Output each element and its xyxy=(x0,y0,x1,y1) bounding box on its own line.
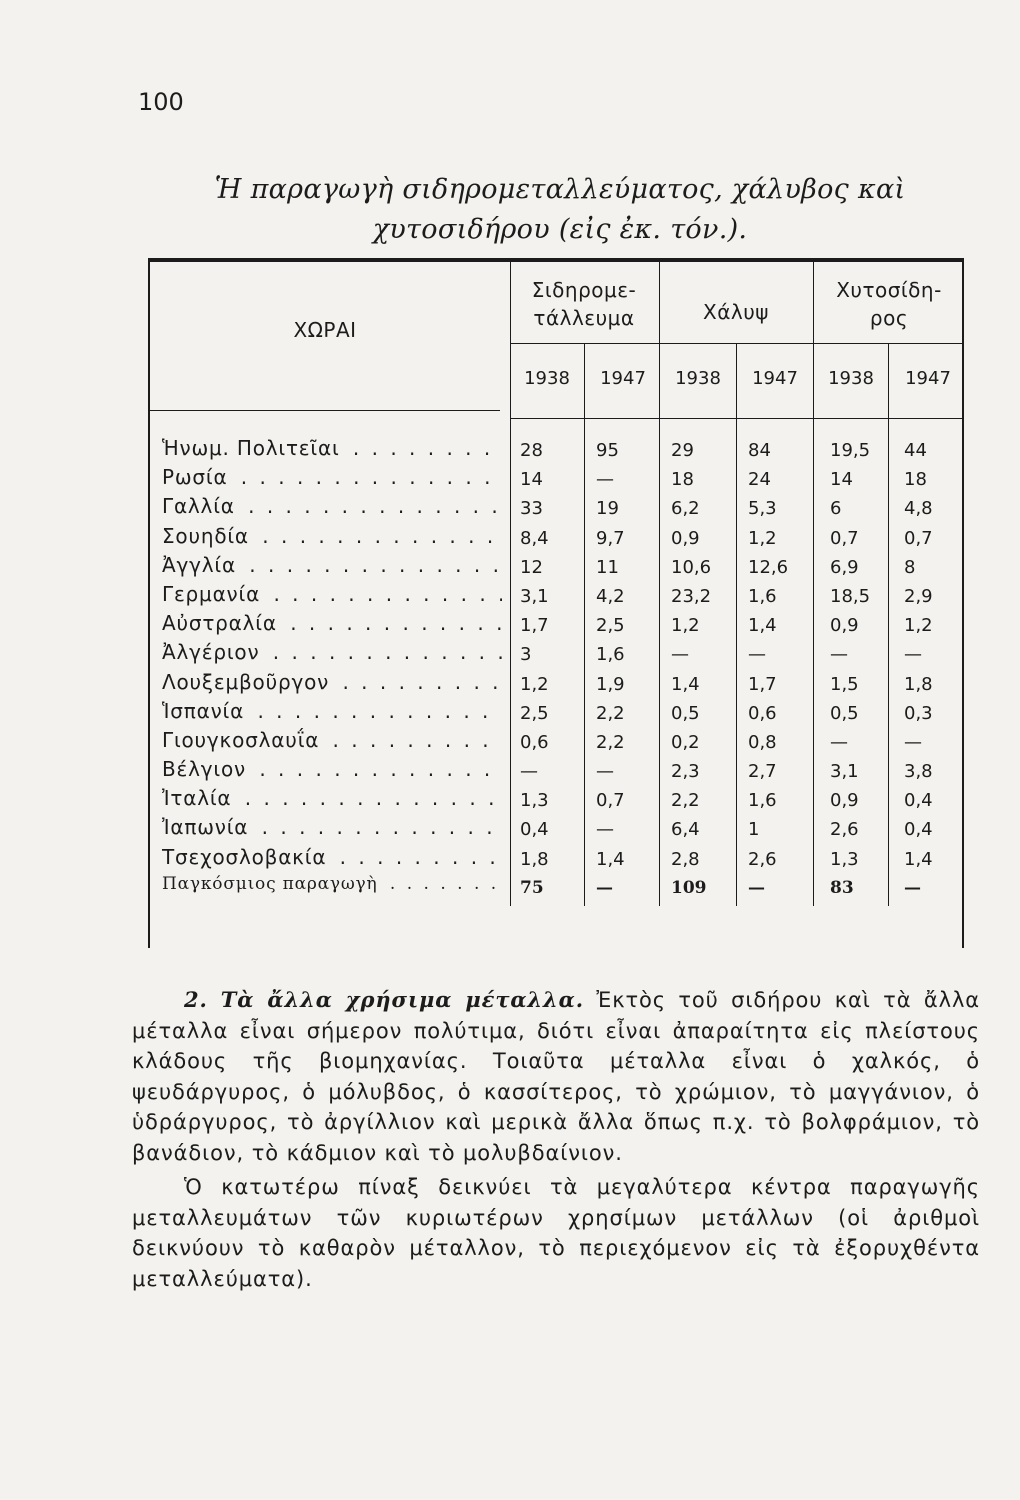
table-cell: 1,2 xyxy=(520,673,549,695)
header-divider-years xyxy=(510,418,964,419)
table-cell: 0,9 xyxy=(671,527,700,549)
country-name xyxy=(162,465,502,489)
page-number: 100 xyxy=(138,88,184,116)
table-row xyxy=(160,494,960,523)
country-label: Βέλγιον xyxy=(162,757,250,781)
table-row xyxy=(160,786,960,815)
table-cell: 83 xyxy=(830,877,854,898)
header-divider-lower xyxy=(150,410,500,411)
table-cell: — xyxy=(671,644,689,666)
table-cell: 1,9 xyxy=(596,673,625,695)
year-steel-1947: 1947 xyxy=(752,368,798,389)
table-cell: — xyxy=(596,469,614,491)
country-label: Ἱσπανία xyxy=(162,699,248,723)
country-name xyxy=(162,786,502,810)
table-cell: 10,6 xyxy=(671,556,712,578)
table-cell: 6,2 xyxy=(671,498,700,520)
table-cell: 1,6 xyxy=(748,585,777,607)
table-cell: 1,2 xyxy=(671,615,700,637)
year-ore-1947: 1947 xyxy=(600,368,646,389)
table-row xyxy=(160,845,960,874)
header-countries: ΧΩΡΑΙ xyxy=(293,318,357,342)
table-row xyxy=(160,874,960,903)
table-cell: 1,3 xyxy=(520,790,549,812)
table-cell: — xyxy=(596,877,613,898)
country-label: Λουξεμβοῦργον xyxy=(162,670,333,694)
table-cell: 3,1 xyxy=(520,585,549,607)
header-iron-ore: Σιδηρομε-τάλλευμα xyxy=(531,278,637,330)
country-name xyxy=(162,553,502,577)
table-cell: — xyxy=(830,644,848,666)
year-ore-1938: 1938 xyxy=(524,368,570,389)
table-cell: 2,2 xyxy=(596,731,625,753)
table-cell: 1,4 xyxy=(671,673,700,695)
table-cell: 2,2 xyxy=(596,702,625,724)
table-cell: 33 xyxy=(520,498,543,520)
country-label: Αὐστραλία xyxy=(162,611,281,635)
table-row xyxy=(160,757,960,786)
table-cell: 1,7 xyxy=(748,673,777,695)
country-label: Γιουγκοσλαυΐα xyxy=(162,728,323,752)
table-cell: 1,2 xyxy=(748,527,777,549)
table-cell: 2,6 xyxy=(748,848,777,870)
table-cell: — xyxy=(748,644,766,666)
table-cell: 6 xyxy=(830,498,842,520)
country-name xyxy=(162,436,502,460)
table-row xyxy=(160,553,960,582)
table-cell: 1 xyxy=(748,819,760,841)
table-cell: 1,4 xyxy=(904,848,933,870)
country-label: Γερμανία xyxy=(162,582,264,606)
table-cell: 0,7 xyxy=(596,790,625,812)
table-cell: 1,8 xyxy=(904,673,933,695)
country-label: Ρωσία xyxy=(162,465,231,489)
table-cell: 75 xyxy=(520,877,544,898)
table-cell: — xyxy=(904,877,921,898)
table-row xyxy=(160,699,960,728)
paragraph-1 xyxy=(132,985,980,1168)
table-cell: 84 xyxy=(748,440,771,461)
table-cell: 109 xyxy=(671,877,707,898)
country-name xyxy=(162,757,502,781)
table-cell: 0,9 xyxy=(830,790,859,812)
table-cell: 14 xyxy=(520,469,543,491)
country-name xyxy=(162,611,502,635)
table-cell: 8 xyxy=(904,556,916,578)
table-row xyxy=(160,670,960,699)
table-cell: — xyxy=(904,644,922,666)
table-cell: 95 xyxy=(596,440,619,461)
country-name xyxy=(162,728,502,752)
table-cell: 0,7 xyxy=(830,527,859,549)
country-label: Ἀλγέριον xyxy=(162,640,263,664)
table-cell: 12,6 xyxy=(748,556,789,578)
table-cell: 6,4 xyxy=(671,819,700,841)
header-pig-iron: Χυτοσίδη-ρος xyxy=(836,278,942,330)
table-cell: 19 xyxy=(596,498,619,520)
year-pig-1938: 1938 xyxy=(828,368,874,389)
table-cell: 2,8 xyxy=(671,848,700,870)
table-cell: 29 xyxy=(671,440,694,461)
table-cell: 12 xyxy=(520,556,543,578)
table-cell: 0,5 xyxy=(671,702,700,724)
table-cell: — xyxy=(748,877,765,898)
table-cell: 4,8 xyxy=(904,498,933,520)
header-steel: Χάλυψ xyxy=(703,300,769,324)
table-cell: 1,2 xyxy=(904,615,933,637)
country-label: Παγκόσμιος παραγωγὴ xyxy=(162,874,382,894)
table-cell: 19,5 xyxy=(830,440,871,461)
table-row xyxy=(160,815,960,844)
table-row xyxy=(160,728,960,757)
country-label: Ἰαπωνία xyxy=(162,815,252,839)
table-cell: 8,4 xyxy=(520,527,549,549)
table-cell: 1,6 xyxy=(596,644,625,666)
table-cell: 9,7 xyxy=(596,527,625,549)
table-cell: 1,3 xyxy=(830,848,859,870)
table-cell: 5,3 xyxy=(748,498,777,520)
table-cell: 1,8 xyxy=(520,848,549,870)
paragraph-2: Ὁ κατωτέρω πίναξ δεικνύει τὰ μεγαλύτερα κέντρα παραγωγῆς μεταλλευμάτων τῶν κυριωτέρων χρησίμων μετάλλων (οἱ ἀριθμοὶ δεικνύουν τὸ καθαρὸν μέταλλον, τὸ περιεχόμενον εἰς τὰ ἐξορυχθέντα μεταλλεύματα). xyxy=(132,1175,980,1291)
table-cell: 0,9 xyxy=(830,615,859,637)
table-cell: 0,4 xyxy=(904,819,933,841)
country-name xyxy=(162,524,502,548)
section-heading: 2. Τὰ ἄλλα χρήσιμα μέταλλα. xyxy=(184,987,584,1012)
body-text xyxy=(132,985,980,1315)
table-cell: 4,2 xyxy=(596,585,625,607)
country-label: Τσεχοσλοβακία xyxy=(162,845,330,869)
table-cell: 3,1 xyxy=(830,761,859,783)
table-cell: 0,2 xyxy=(671,731,700,753)
table-cell: — xyxy=(904,731,922,753)
country-label: Ἀγγλία xyxy=(162,553,240,577)
country-name xyxy=(162,815,502,839)
table-cell: 18,5 xyxy=(830,585,871,607)
table-cell: 0,4 xyxy=(904,790,933,812)
table-cell: 2,7 xyxy=(748,761,777,783)
country-label: Ἰταλία xyxy=(162,786,235,810)
table-cell: 0,6 xyxy=(520,731,549,753)
country-name xyxy=(162,494,502,518)
table-cell: 1,6 xyxy=(748,790,777,812)
country-name xyxy=(162,874,502,894)
table-cell: — xyxy=(596,761,614,783)
table-cell: 1,4 xyxy=(748,615,777,637)
table-cell: 2,5 xyxy=(520,702,549,724)
table-cell: 14 xyxy=(830,469,853,491)
table-cell: 0,7 xyxy=(904,527,933,549)
table-cell: 0,5 xyxy=(830,702,859,724)
table-cell: 2,9 xyxy=(904,585,933,607)
table-cell: 2,5 xyxy=(596,615,625,637)
table-cell: 11 xyxy=(596,556,619,578)
table-cell: 1,5 xyxy=(830,673,859,695)
table-cell: 2,2 xyxy=(671,790,700,812)
table-cell: 0,6 xyxy=(748,702,777,724)
table-cell: 2,3 xyxy=(671,761,700,783)
header-divider-upper xyxy=(510,343,964,344)
country-name xyxy=(162,845,502,869)
table-cell: 0,8 xyxy=(748,731,777,753)
table-cell: 23,2 xyxy=(671,585,712,607)
table-cell: 0,4 xyxy=(520,819,549,841)
year-pig-1947: 1947 xyxy=(905,368,951,389)
country-name xyxy=(162,699,502,723)
country-name xyxy=(162,640,502,664)
country-name xyxy=(162,582,502,606)
table-cell: 6,9 xyxy=(830,556,859,578)
table-row xyxy=(160,465,960,494)
table-cell: 28 xyxy=(520,440,543,461)
table-cell: — xyxy=(596,819,614,841)
country-label: Σουηδία xyxy=(162,524,253,548)
table-body xyxy=(160,436,960,903)
table-cell: — xyxy=(520,761,538,783)
table-row xyxy=(160,640,960,669)
country-label: Ἡνωμ. Πολιτεῖαι xyxy=(162,436,344,460)
table-cell: 44 xyxy=(904,440,927,461)
table-row xyxy=(160,582,960,611)
country-name xyxy=(162,670,502,694)
table-cell: — xyxy=(830,731,848,753)
table-row xyxy=(160,611,960,640)
table-cell: 18 xyxy=(904,469,927,491)
country-label: Γαλλία xyxy=(162,494,239,518)
table-title: Ἡ παραγωγὴ σιδηρομεταλλεύματος, χάλυβος καὶ χυτοσιδήρου (εἰς ἐκ. τόν.). xyxy=(214,174,906,245)
table-cell: 0,3 xyxy=(904,702,933,724)
table-row xyxy=(160,436,960,465)
year-steel-1938: 1938 xyxy=(675,368,721,389)
table-cell: 24 xyxy=(748,469,771,491)
paragraph-1-text: Ἐκτὸς τοῦ σιδήρου καὶ τὰ ἄλλα μέταλλα εἶναι σήμερον πολύτιμα, διότι εἶναι ἀπαραίτητα εἰς πλείστους κλάδους τῆς βιομηχανίας. Τοιαῦτα μέταλλα εἶναι ὁ χαλκός, ὁ ψευδάργυρος, ὁ μόλυβδος, ὁ κασσίτερος, τὸ χρώμιον, τὸ μαγγάνιον, ὁ ὑδράργυρος, τὸ ἀργίλλιον καὶ μερικὰ ἄλλα ὅπως π.χ. τὸ βολφράμιον, τὸ βανάδιον, τὸ κάδμιον καὶ τὸ μολυβδαίνιον. xyxy=(132,988,981,1165)
table-cell: 3,8 xyxy=(904,761,933,783)
table-row xyxy=(160,524,960,553)
table-cell: 18 xyxy=(671,469,694,491)
table-cell: 2,6 xyxy=(830,819,859,841)
table-cell: 1,4 xyxy=(596,848,625,870)
table-cell: 3 xyxy=(520,644,532,666)
table-cell: 1,7 xyxy=(520,615,549,637)
